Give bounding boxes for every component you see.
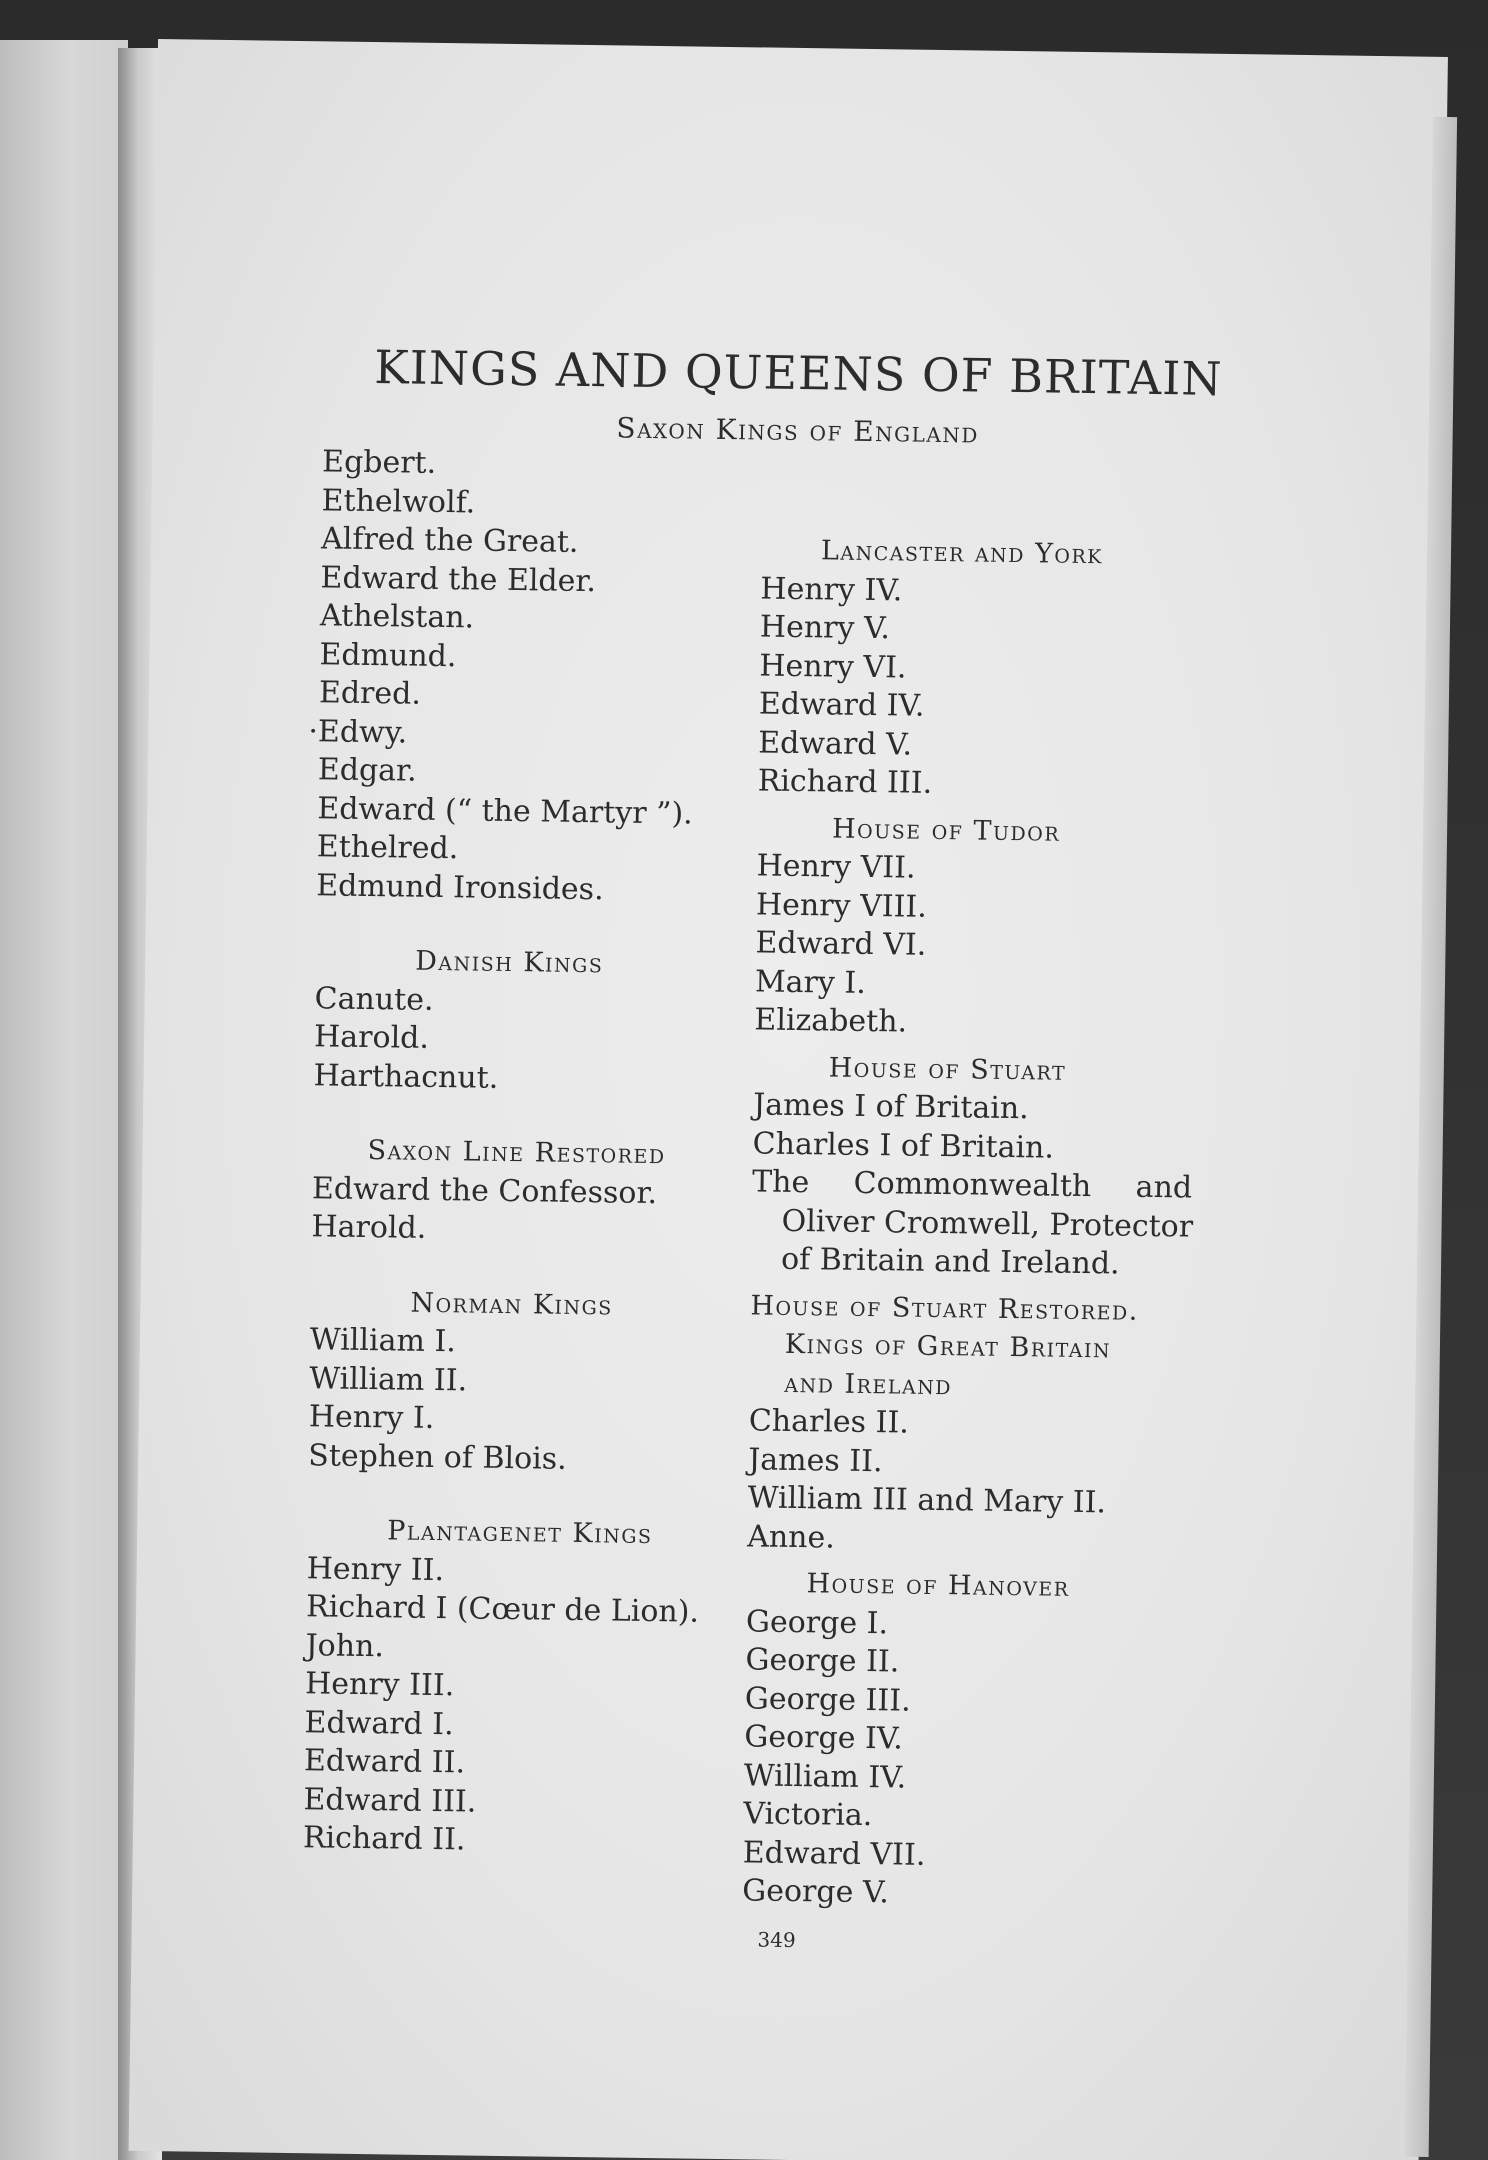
list-item: Charles I of Britain. bbox=[752, 1125, 1055, 1166]
list-item: Henry I. bbox=[308, 1399, 435, 1436]
section-heading-stuart-restored: House of Stuart Restored. bbox=[750, 1289, 1140, 1327]
section-heading-stuart: House of Stuart bbox=[828, 1051, 1067, 1087]
list-item: Richard I (Cœur de Lion). bbox=[305, 1589, 700, 1630]
list-item: George IV. bbox=[744, 1719, 904, 1757]
list-item: Henry VIII. bbox=[755, 886, 928, 925]
list-item: Henry IV. bbox=[760, 570, 903, 608]
previous-page-edge bbox=[0, 40, 128, 2160]
list-item: Edward I. bbox=[304, 1704, 454, 1742]
section-heading-hanover: House of Hanover bbox=[806, 1568, 1070, 1603]
commonwealth-word: Commonwealth bbox=[853, 1165, 1092, 1205]
list-item: Henry VII. bbox=[756, 848, 916, 886]
list-item: Edward VI. bbox=[755, 925, 927, 963]
list-item: Henry VI. bbox=[759, 647, 907, 686]
section-subheading-ireland: and Ireland bbox=[784, 1367, 953, 1401]
list-item-continuation: of Britain and Ireland. bbox=[780, 1241, 1120, 1282]
list-item: Harthacnut. bbox=[313, 1057, 499, 1096]
section-heading-saxon-restored: Saxon Line Restored bbox=[367, 1135, 666, 1171]
section-heading-tudor: House of Tudor bbox=[831, 812, 1061, 848]
list-item: Harold. bbox=[311, 1209, 427, 1246]
list-item: George III. bbox=[744, 1680, 911, 1719]
list-item: Edward III. bbox=[303, 1781, 477, 1820]
section-subheading-great-britain: Kings of Great Britain bbox=[784, 1328, 1112, 1365]
list-item: Anne. bbox=[746, 1518, 836, 1556]
list-item: Edmund. bbox=[319, 636, 457, 674]
list-item: Edward the Confessor. bbox=[311, 1170, 658, 1211]
list-item: John. bbox=[305, 1627, 385, 1664]
section-heading-danish: Danish Kings bbox=[414, 945, 604, 980]
list-item: Elizabeth. bbox=[754, 1002, 908, 1040]
list-item: Edward (“ the Martyr ”). bbox=[317, 790, 693, 832]
list-item: Henry II. bbox=[306, 1550, 445, 1588]
list-item: Ethelwolf. bbox=[321, 482, 476, 520]
list-item: Edward IV. bbox=[758, 686, 925, 724]
list-item: Canute. bbox=[314, 980, 434, 1018]
section-heading-saxon: Saxon Kings of England bbox=[616, 411, 980, 450]
section-heading-plantagenet: Plantagenet Kings bbox=[387, 1515, 653, 1551]
book-page bbox=[129, 39, 1448, 2160]
list-item: Edmund Ironsides. bbox=[316, 867, 604, 907]
commonwealth-line bbox=[752, 1163, 1192, 1208]
list-item: William II. bbox=[309, 1360, 468, 1398]
list-item: James I of Britain. bbox=[752, 1087, 1029, 1127]
list-item: Henry III. bbox=[304, 1666, 455, 1704]
commonwealth-word: The bbox=[751, 1164, 810, 1201]
list-item: Stephen of Blois. bbox=[308, 1437, 567, 1477]
list-item: George II. bbox=[745, 1642, 900, 1680]
list-item: James II. bbox=[748, 1441, 883, 1479]
commonwealth-word: and bbox=[1135, 1169, 1193, 1206]
list-item: Edred. bbox=[318, 675, 422, 712]
list-item: Mary I. bbox=[754, 963, 867, 1001]
page-title: KINGS AND QUEENS OF BRITAIN bbox=[373, 340, 1223, 406]
list-item: William IV. bbox=[743, 1757, 907, 1796]
list-item: Athelstan. bbox=[319, 598, 475, 636]
section-heading-lancaster: Lancaster and York bbox=[820, 535, 1104, 571]
list-item: Victoria. bbox=[743, 1796, 873, 1834]
list-item: Charles II. bbox=[748, 1403, 910, 1441]
list-item: Harold. bbox=[313, 1019, 430, 1056]
list-item: Richard III. bbox=[757, 763, 933, 801]
list-item: Edward the Elder. bbox=[320, 559, 597, 599]
right-column bbox=[742, 531, 1321, 1918]
page-number: 349 bbox=[757, 1927, 796, 1953]
list-item: Edward V. bbox=[758, 724, 913, 763]
list-item: George I. bbox=[745, 1603, 889, 1641]
list-item: ·Edwy. bbox=[308, 713, 408, 751]
list-item: William I. bbox=[309, 1322, 457, 1360]
list-item: Edgar. bbox=[317, 752, 417, 789]
list-item: Edward VII. bbox=[742, 1834, 926, 1873]
left-column bbox=[253, 443, 793, 1865]
list-item: George V. bbox=[742, 1873, 890, 1911]
list-item: Edward II. bbox=[303, 1743, 466, 1781]
list-item: Henry V. bbox=[759, 609, 891, 647]
list-item: Alfred the Great. bbox=[320, 521, 579, 560]
section-heading-norman: Norman Kings bbox=[410, 1287, 614, 1321]
list-item: Ethelred. bbox=[316, 829, 459, 867]
list-item: Egbert. bbox=[321, 444, 437, 481]
list-item-continuation: Oliver Cromwell, Protector bbox=[781, 1203, 1194, 1245]
list-item: William III and Mary II. bbox=[747, 1480, 1107, 1521]
list-item: Richard II. bbox=[302, 1820, 466, 1858]
